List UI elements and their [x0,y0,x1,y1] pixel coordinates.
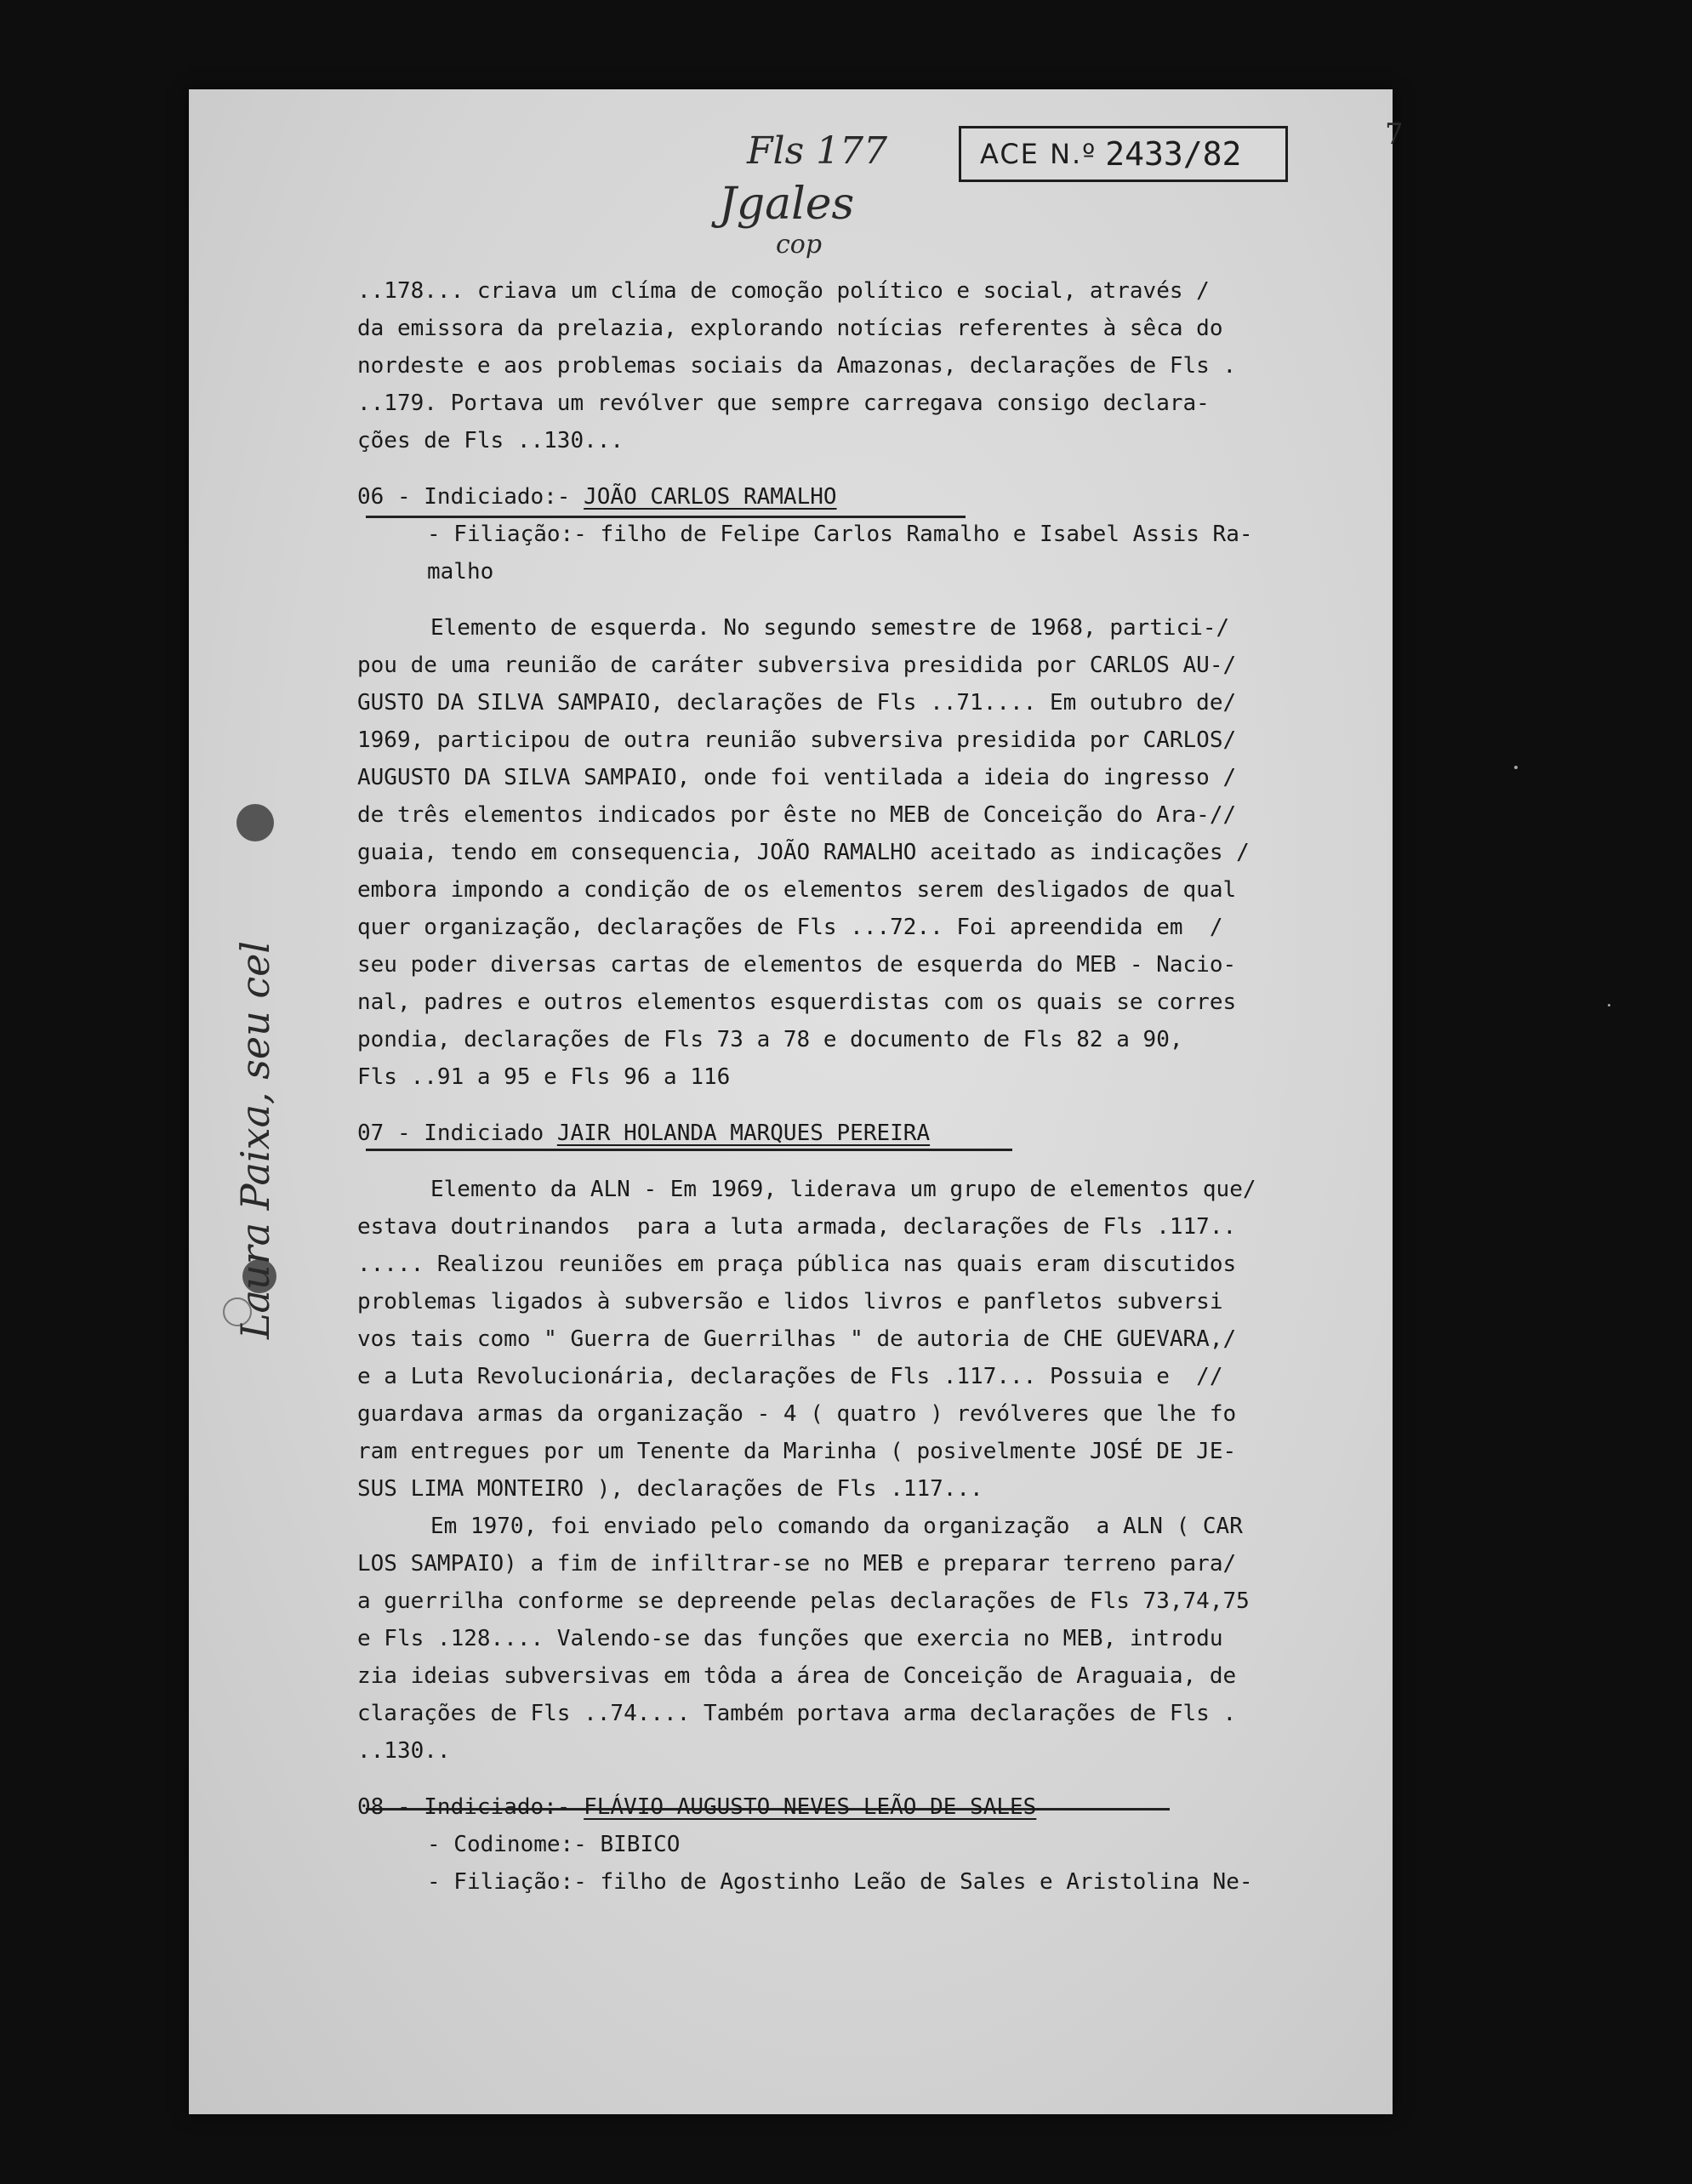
text-line: Em 1970, foi enviado pelo comando da organização a ALN ( CAR [430,1514,1243,1539]
handwritten-folio: Fls 177 [747,129,888,173]
text-line: guardava armas da organização - 4 ( quatro ) revólveres que lhe fo [357,1401,1237,1427]
ace-number-stamp [959,126,1288,182]
section-label: - Indiciado:- [384,484,571,510]
text-line: 1969, participou de outra reunião subversiva presidida por CARLOS/ [357,727,1237,753]
film-speck [1608,1004,1610,1006]
text-line: GUSTO DA SILVA SAMPAIO, declarações de Fls ..71.... Em outubro de/ [357,690,1237,716]
text-line: Elemento da ALN - Em 1969, liderava um grupo de elementos que/ [430,1177,1256,1202]
document-body [357,272,1348,1901]
indicted-name: FLÁVIO AUGUSTO NEVES LEÃO DE SALES [584,1794,1037,1820]
text-line: ..... Realizou reuniões em praça pública nas quais eram discutidos [357,1252,1237,1277]
text-line: AUGUSTO DA SILVA SAMPAIO, onde foi ventilada a ideia do ingresso / [357,765,1237,790]
text-line: ram entregues por um Tenente da Marinha ( posivelmente JOSÉ DE JE- [357,1439,1237,1464]
section-06-header [357,478,1348,516]
text-line: nal, padres e outros elementos esquerdistas com os quais se corres [357,989,1237,1015]
page-mark: 7 [1385,117,1404,151]
text-line: - Filiação:- filho de Felipe Carlos Ramalho e Isabel Assis Ra- [427,522,1253,547]
text-line: malho [427,559,494,584]
text-line: e a Luta Revolucionária, declarações de Fls .117... Possuia e // [357,1364,1223,1389]
indicted-name: JOÃO CARLOS RAMALHO [584,484,837,510]
text-line: clarações de Fls ..74.... Também portava arma declarações de Fls . [357,1701,1237,1726]
text-line: quer organização, declarações de Fls ...72.. Foi apreendida em / [357,915,1223,940]
handwritten-cop: cop [776,230,823,259]
text-line: Fls ..91 a 95 e Fls 96 a 116 [357,1064,731,1090]
text-line: estava doutrinandos para a luta armada, declarações de Fls .117.. [357,1214,1237,1240]
section-number: 06 [357,484,385,510]
section-label: - Indiciado:- [384,1794,571,1820]
film-speck [1514,766,1518,769]
section-07-header [357,1115,1348,1152]
text-line: e Fls .128.... Valendo-se das funções que exercia no MEB, introdu [357,1626,1223,1651]
section-number: 07 [357,1121,385,1146]
text-line: pondia, declarações de Fls 73 a 78 e documento de Fls 82 a 90, [357,1027,1183,1052]
section-08-header [357,1788,1348,1826]
text-line: problemas ligados à subversão e lidos livros e panfletos subversi [357,1289,1223,1314]
text-line: SUS LIMA MONTEIRO ), declarações de Fls .117... [357,1476,983,1502]
punch-hole [236,804,274,841]
text-line: ções de Fls ..130... [357,428,624,453]
text-line: - Codinome:- BIBICO [427,1832,681,1857]
text-line: embora impondo a condição de os elementos serem desligados de qual [357,877,1237,903]
text-line: LOS SAMPAIO) a fim de infiltrar-se no MEB e preparar terreno para/ [357,1551,1237,1577]
text-line: zia ideias subversivas em tôda a área de Conceição de Araguaia, de [357,1663,1237,1689]
text-line: ..178... criava um clíma de comoção político e social, através / [357,278,1210,304]
section-label: - Indiciado [384,1121,544,1146]
text-line: de três elementos indicados por êste no MEB de Conceição do Ara-// [357,802,1237,828]
text-line: ..130.. [357,1738,451,1764]
text-line: da emissora da prelazia, explorando notícias referentes à sêca do [357,316,1223,341]
margin-handwritten-note: Laura Paixa, seu cel [232,940,278,1340]
ace-number: 2433/82 [1105,135,1242,173]
text-line: - Filiação:- filho de Agostinho Leão de Sales e Aristolina Ne- [427,1869,1253,1895]
handwritten-signature: Jgales [719,179,855,230]
section-number: 08 [357,1794,385,1820]
text-line: ..179. Portava um revólver que sempre carregava consigo declara- [357,391,1210,416]
text-line: pou de uma reunião de caráter subversiva presidida por CARLOS AU-/ [357,653,1237,678]
ace-label: ACE N.º [980,138,1097,170]
text-line: seu poder diversas cartas de elementos de esquerda do MEB - Nacio- [357,952,1237,978]
indicted-name: JAIR HOLANDA MARQUES PEREIRA [556,1121,931,1146]
text-line: a guerrilha conforme se depreende pelas declarações de Fls 73,74,75 [357,1588,1250,1614]
text-line: vos tais como " Guerra de Guerrilhas " de autoria de CHE GUEVARA,/ [357,1326,1237,1352]
text-line: guaia, tendo em consequencia, JOÃO RAMALHO aceitado as indicações / [357,840,1250,865]
text-line: Elemento de esquerda. No segundo semestre de 1968, partici-/ [430,615,1230,641]
text-line: nordeste e aos problemas sociais da Amazonas, declarações de Fls . [357,353,1237,379]
